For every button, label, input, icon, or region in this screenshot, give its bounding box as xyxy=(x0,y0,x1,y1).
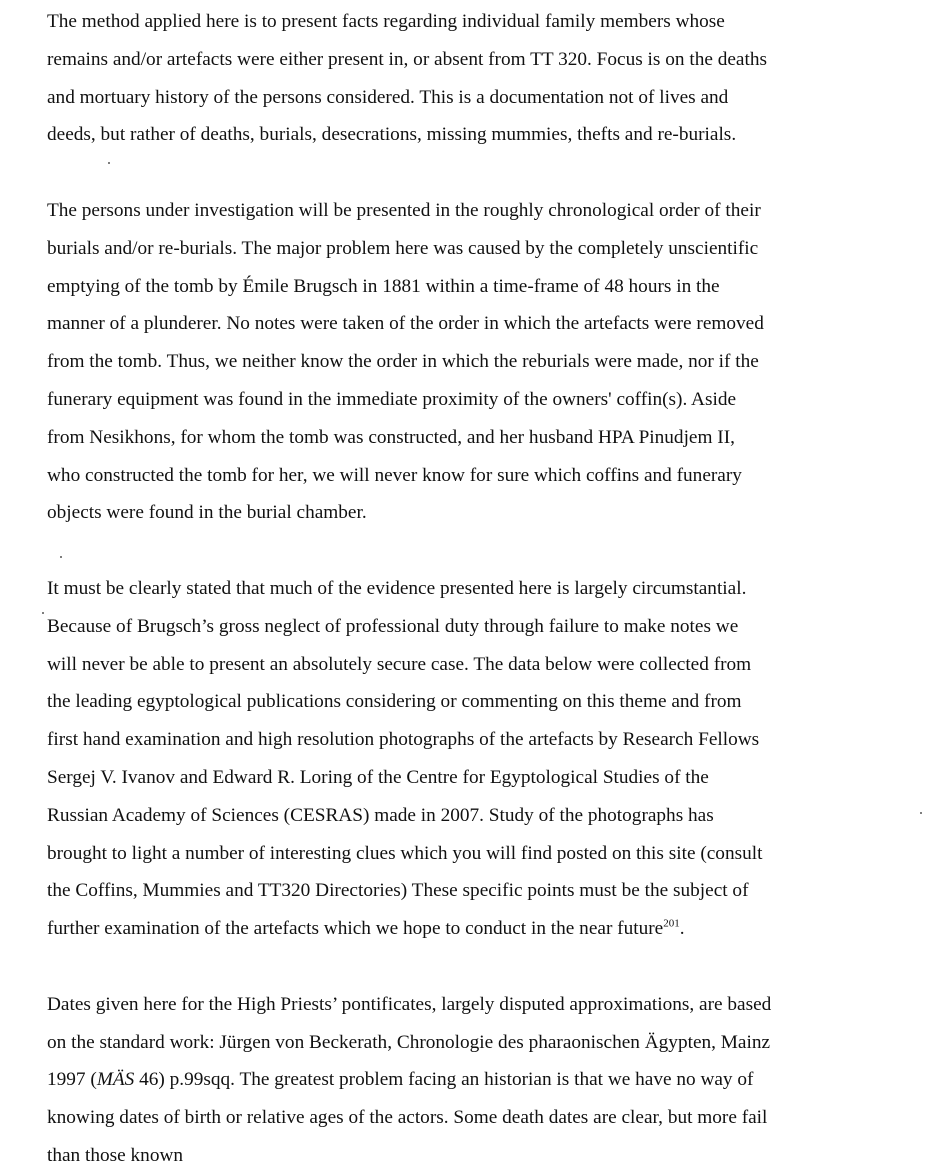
footnote-marker[interactable]: 201 xyxy=(663,917,680,930)
scan-speck xyxy=(920,812,922,814)
text-line: who constructed the tomb for her, we will never know for sure which coffins and funerary xyxy=(47,464,742,486)
paragraph-method xyxy=(47,3,897,154)
text-line: emptying of the tomb by Émile Brugsch in 1881 within a time-frame of 48 hours in the xyxy=(47,275,720,297)
text-segment: 1997 ( xyxy=(47,1069,97,1091)
text-line: It must be clearly stated that much of the evidence presented here is largely circumstantial. xyxy=(47,577,747,599)
text-line: from the tomb. Thus, we neither know the order in which the reburials were made, nor if the xyxy=(47,351,759,373)
text-line: knowing dates of birth or relative ages of the actors. Some death dates are clear, but more fail xyxy=(47,1107,768,1129)
text-line: on the standard work: Jürgen von Beckerath, Chronologie des pharaonischen Ägypten, Mainz xyxy=(47,1031,771,1053)
document-page xyxy=(47,3,897,1175)
paragraph-persons xyxy=(47,192,897,532)
text-line-mixed xyxy=(47,1061,897,1099)
paragraph-evidence xyxy=(47,570,897,948)
italic-abbreviation: MÄS xyxy=(96,1069,135,1091)
paragraph-gap xyxy=(47,948,897,986)
line-end-punctuation: . xyxy=(679,918,685,940)
text-line: The method applied here is to present facts regarding individual family members whose xyxy=(47,11,725,32)
text-line: first hand examination and high resolution photographs of the artefacts by Research Fellows xyxy=(47,729,760,751)
paragraph-gap xyxy=(47,532,897,570)
text-line-body: further examination of the artefacts which we hope to conduct in the near future xyxy=(47,918,664,940)
text-line: manner of a plunderer. No notes were taken of the order in which the artefacts were removed xyxy=(47,313,764,335)
scan-speck xyxy=(42,612,44,614)
paragraph-gap xyxy=(47,154,897,192)
text-line: will never be able to present an absolutely secure case. The data below were collected from xyxy=(47,653,752,675)
text-line: deeds, but rather of deaths, burials, desecrations, missing mummies, thefts and re-burials. xyxy=(47,124,737,146)
text-line: The persons under investigation will be presented in the roughly chronological order of their xyxy=(47,199,761,221)
text-line: Sergej V. Ivanov and Edward R. Loring of the Centre for Egyptological Studies of the xyxy=(47,766,709,788)
text-line: the Coffins, Mummies and TT320 Directories) These specific points must be the subject of xyxy=(47,880,749,902)
paragraph-dates xyxy=(47,986,897,1175)
text-line: the leading egyptological publications considering or commenting on this theme and from xyxy=(47,691,742,713)
text-line: and mortuary history of the persons considered. This is a documentation not of lives and xyxy=(47,86,729,108)
text-segment: 46) p.99sqq. The greatest problem facing an historian is that we have no way of xyxy=(134,1069,754,1091)
scan-speck xyxy=(108,162,110,164)
text-line: Dates given here for the High Priests’ pontificates, largely disputed approximations, are based xyxy=(47,993,772,1015)
text-line: from Nesikhons, for whom the tomb was constructed, and her husband HPA Pinudjem II, xyxy=(47,426,735,448)
text-line: Because of Brugsch’s gross neglect of professional duty through failure to make notes we xyxy=(47,615,739,637)
text-line: funerary equipment was found in the immediate proximity of the owners' coffin(s). Aside xyxy=(47,388,737,410)
scan-speck xyxy=(60,556,62,558)
text-line: objects were found in the burial chamber. xyxy=(47,502,367,524)
text-line: remains and/or artefacts were either present in, or absent from TT 320. Focus is on the deaths xyxy=(47,48,767,70)
text-line: brought to light a number of interesting clues which you will find posted on this site (consult xyxy=(47,842,763,864)
text-line-with-footnote xyxy=(47,910,897,948)
text-line: burials and/or re-burials. The major problem here was caused by the completely unscientific xyxy=(47,237,759,259)
text-line: than those known xyxy=(47,1144,184,1166)
text-line: Russian Academy of Sciences (CESRAS) made in 2007. Study of the photographs has xyxy=(47,804,714,826)
